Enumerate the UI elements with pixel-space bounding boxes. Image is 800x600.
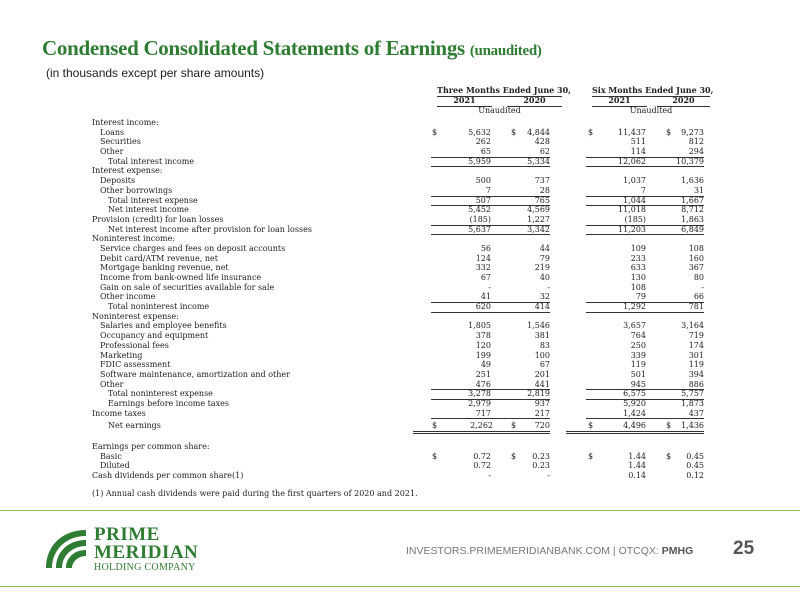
cell-value: 8,712 bbox=[681, 205, 704, 215]
currency-symbol: $ bbox=[511, 421, 517, 431]
page-subtitle: (in thousands except per share amounts) bbox=[46, 66, 265, 80]
cell-value: 201 bbox=[534, 369, 550, 379]
cell-value: 11,203 bbox=[586, 225, 646, 236]
currency-symbol: $ bbox=[432, 451, 438, 461]
cell-value: 250 bbox=[630, 340, 646, 350]
row-label: Marketing bbox=[100, 350, 143, 360]
cell-value: 7 bbox=[586, 186, 646, 197]
cell-value: 109 bbox=[630, 243, 646, 253]
cell-value: 0.12 bbox=[686, 471, 704, 481]
cell-value: 765 bbox=[490, 196, 550, 207]
table-row bbox=[92, 399, 712, 409]
cell-value: 120 bbox=[475, 340, 491, 350]
row-label: Mortgage banking revenue, net bbox=[100, 263, 229, 273]
cell-value: 1,037 bbox=[623, 176, 646, 186]
table-row bbox=[92, 273, 712, 283]
cell-value: 301 bbox=[688, 350, 704, 360]
row-label: Net earnings bbox=[108, 421, 161, 431]
currency-symbol: $ bbox=[511, 451, 517, 461]
cell-value: 737 bbox=[534, 176, 550, 186]
table-row bbox=[92, 351, 712, 361]
table-row bbox=[92, 432, 712, 442]
row-label: Interest expense: bbox=[92, 166, 163, 176]
table-row bbox=[92, 302, 712, 312]
table-row bbox=[92, 244, 712, 254]
title-suffix: (unaudited) bbox=[469, 43, 542, 59]
cell-value: 717 bbox=[431, 409, 491, 420]
cell-value: 3,657 bbox=[623, 321, 646, 331]
cell-value: 501 bbox=[630, 369, 646, 379]
cell-value: 199 bbox=[475, 350, 491, 360]
cell-value: 65 bbox=[431, 147, 491, 158]
cell-value: 5,757 bbox=[644, 389, 704, 400]
six-months-header: Six Months Ended June 30, bbox=[592, 85, 714, 95]
cell-value: 108 bbox=[630, 282, 646, 292]
currency-symbol: $ bbox=[588, 421, 594, 431]
row-label: Income taxes bbox=[92, 408, 146, 418]
table-row bbox=[92, 234, 712, 244]
cell-value: 11,018 bbox=[618, 205, 646, 215]
year-header-row bbox=[92, 96, 712, 106]
cell-value: 3,164 bbox=[681, 321, 704, 331]
row-label: Income from bank-owned life insurance bbox=[100, 273, 262, 282]
table-row bbox=[92, 321, 712, 331]
statement-rows bbox=[92, 118, 712, 481]
cell-value: 66 bbox=[644, 292, 704, 303]
table-row bbox=[92, 360, 712, 370]
row-label: Debit card/ATM revenue, net bbox=[100, 253, 218, 263]
cell-value: - bbox=[547, 282, 550, 292]
cell-value: 5,920 bbox=[623, 398, 646, 408]
row-label: Other income bbox=[100, 292, 156, 302]
year-header-3m-2021: 2021 bbox=[437, 96, 492, 107]
cell-value: 0.23 bbox=[532, 461, 550, 471]
cell-value: 332 bbox=[475, 263, 491, 273]
cell-value: 44 bbox=[539, 243, 550, 253]
cell-value: 124 bbox=[475, 253, 491, 263]
cell-value: 0.23 bbox=[532, 451, 550, 461]
row-label: Service charges and fees on deposit accounts bbox=[100, 243, 286, 253]
year-header-6m-2021: 2021 bbox=[592, 96, 647, 107]
currency-symbol: $ bbox=[588, 127, 594, 137]
cell-value: 0.72 bbox=[473, 451, 491, 461]
cell-value: 5,959 bbox=[431, 157, 491, 168]
row-label: Other borrowings bbox=[100, 185, 173, 195]
cell-value: 32 bbox=[490, 292, 550, 303]
ticker-symbol: PMHG bbox=[661, 545, 694, 557]
cell-value: 294 bbox=[644, 147, 704, 158]
currency-symbol: $ bbox=[432, 421, 438, 431]
cell-value: 31 bbox=[644, 186, 704, 197]
cell-value: 476 bbox=[431, 380, 491, 391]
row-label: Securities bbox=[100, 137, 141, 147]
cell-value: 11,437 bbox=[618, 127, 646, 137]
cell-value: 1,436 bbox=[644, 421, 704, 434]
cell-value: 10,379 bbox=[644, 157, 704, 168]
cell-value: 428 bbox=[534, 137, 550, 147]
row-label: Total noninterest income bbox=[108, 302, 210, 312]
table-row bbox=[92, 312, 712, 322]
earnings-statement-table bbox=[92, 86, 712, 481]
table-row bbox=[92, 461, 712, 471]
cell-value: 1,667 bbox=[644, 196, 704, 207]
unaudited-label-3m: Unaudited bbox=[478, 106, 521, 115]
cell-value: 174 bbox=[688, 340, 704, 350]
row-label: Earnings before income taxes bbox=[108, 398, 230, 408]
cell-value: 620 bbox=[431, 302, 491, 313]
year-header-3m-2020: 2020 bbox=[507, 96, 562, 107]
cell-value: 6,849 bbox=[644, 225, 704, 236]
cell-value: 394 bbox=[688, 369, 704, 379]
cell-value: - bbox=[701, 282, 704, 292]
ticker-label: OTCQX: bbox=[618, 545, 662, 557]
cell-value: 4,844 bbox=[527, 127, 550, 137]
table-row bbox=[92, 389, 712, 399]
cell-value: 1,424 bbox=[586, 409, 646, 420]
row-label: Basic bbox=[100, 451, 122, 461]
investor-site-link[interactable]: INVESTORS.PRIMEMERIDIANBANK.COM bbox=[406, 545, 611, 557]
cell-value: 812 bbox=[688, 137, 704, 147]
cell-value: 1.44 bbox=[628, 461, 646, 471]
cell-value: 441 bbox=[490, 380, 550, 391]
row-label: Other bbox=[100, 379, 124, 389]
cell-value: 2,819 bbox=[490, 389, 550, 400]
table-row bbox=[92, 215, 712, 225]
currency-symbol: $ bbox=[432, 127, 438, 137]
table-row bbox=[92, 442, 712, 452]
cell-value: 886 bbox=[644, 380, 704, 391]
cell-value: 1,636 bbox=[681, 176, 704, 186]
cell-value: 3,342 bbox=[490, 225, 550, 236]
table-row bbox=[92, 418, 712, 432]
table-row bbox=[92, 292, 712, 302]
cell-value: 262 bbox=[475, 137, 491, 147]
row-label: Noninterest expense: bbox=[92, 311, 179, 321]
table-row bbox=[92, 254, 712, 264]
cell-value: 9,273 bbox=[681, 127, 704, 137]
footer-divider-bottom bbox=[0, 586, 800, 587]
cell-value: 3,278 bbox=[431, 389, 491, 400]
cell-value: 1.44 bbox=[628, 451, 646, 461]
table-row bbox=[92, 263, 712, 273]
currency-symbol: $ bbox=[666, 451, 672, 461]
row-label: Interest income: bbox=[92, 118, 159, 127]
cell-value: 79 bbox=[539, 253, 550, 263]
cell-value: 160 bbox=[688, 253, 704, 263]
cell-value: 633 bbox=[630, 263, 646, 273]
page-number: 25 bbox=[733, 538, 755, 559]
row-label: FDIC assessment bbox=[100, 360, 171, 370]
cell-value: 339 bbox=[630, 350, 646, 360]
row-label: Earnings per common share: bbox=[92, 442, 210, 451]
table-row bbox=[92, 370, 712, 380]
row-label: Net interest income bbox=[108, 205, 189, 215]
cell-value: 217 bbox=[490, 409, 550, 420]
cell-value: 5,632 bbox=[468, 127, 491, 137]
cell-value: 1,292 bbox=[586, 302, 646, 313]
cell-value: (185) bbox=[586, 215, 646, 226]
cell-value: 79 bbox=[586, 292, 646, 303]
cell-value: 5,637 bbox=[431, 225, 491, 236]
unaudited-label-6m: Unaudited bbox=[629, 106, 673, 115]
table-row bbox=[92, 166, 712, 176]
cell-value: 1,805 bbox=[468, 321, 491, 331]
cell-value: 40 bbox=[539, 273, 550, 282]
cell-value: 12,062 bbox=[586, 157, 646, 168]
cell-value: 0.45 bbox=[686, 451, 704, 461]
currency-symbol: $ bbox=[588, 451, 594, 461]
row-label: Total interest expense bbox=[108, 195, 198, 205]
footer-separator: | bbox=[610, 545, 619, 557]
row-label: Deposits bbox=[100, 176, 136, 186]
row-label: Diluted bbox=[100, 461, 130, 471]
table-row bbox=[92, 380, 712, 390]
cell-value: 219 bbox=[534, 263, 550, 273]
cell-value: 6,575 bbox=[586, 389, 646, 400]
row-label: Other bbox=[100, 147, 124, 157]
cell-value: 0.14 bbox=[628, 471, 646, 481]
cell-value: 1,044 bbox=[586, 196, 646, 207]
row-label: Total noninterest expense bbox=[108, 389, 213, 399]
cell-value: 49 bbox=[480, 360, 491, 370]
row-label: Occupancy and equipment bbox=[100, 331, 209, 341]
row-label: Net interest income after provision for loan losses bbox=[108, 224, 312, 234]
cell-value: 62 bbox=[490, 147, 550, 158]
row-label: Loans bbox=[100, 127, 125, 137]
table-row bbox=[92, 409, 712, 419]
footer-divider-top bbox=[0, 510, 800, 511]
currency-symbol: $ bbox=[511, 127, 517, 137]
cell-value: - bbox=[488, 471, 491, 481]
brand-wordmark bbox=[94, 526, 198, 574]
currency-symbol: $ bbox=[666, 421, 672, 431]
cell-value: 119 bbox=[688, 360, 704, 370]
table-row bbox=[92, 157, 712, 167]
cell-value: 937 bbox=[534, 398, 550, 408]
cell-value: 2,979 bbox=[468, 398, 491, 408]
brand-line-3: HOLDING COMPANY bbox=[94, 562, 196, 573]
cell-value: 1,873 bbox=[681, 398, 704, 408]
cell-value: 1,863 bbox=[644, 215, 704, 226]
table-row bbox=[92, 147, 712, 157]
table-row bbox=[92, 128, 712, 138]
cell-value: 56 bbox=[480, 243, 491, 253]
cell-value: 367 bbox=[688, 263, 704, 273]
cell-value: 4,569 bbox=[527, 205, 550, 215]
cell-value: - bbox=[488, 282, 491, 292]
cell-value: 2,262 bbox=[413, 421, 493, 434]
cell-value: 67 bbox=[480, 273, 491, 282]
three-months-header: Three Months Ended June 30, bbox=[437, 85, 571, 95]
table-row bbox=[92, 331, 712, 341]
cell-value: 5,452 bbox=[468, 205, 491, 215]
table-row bbox=[92, 205, 712, 215]
table-row bbox=[92, 225, 712, 235]
row-label: Salaries and employee benefits bbox=[100, 321, 227, 331]
table-row bbox=[92, 118, 712, 128]
year-header-6m-2020: 2020 bbox=[657, 96, 710, 107]
cell-value: 781 bbox=[644, 302, 704, 313]
cell-value: 0.72 bbox=[473, 461, 491, 471]
cell-value: 119 bbox=[630, 360, 646, 370]
cell-value: 437 bbox=[644, 409, 704, 420]
row-label: Software maintenance, amortization and other bbox=[100, 369, 290, 379]
table-row bbox=[92, 341, 712, 351]
page-title bbox=[42, 36, 542, 61]
cell-value: 945 bbox=[586, 380, 646, 391]
table-row bbox=[92, 283, 712, 293]
cell-value: 414 bbox=[490, 302, 550, 313]
cell-value: 114 bbox=[586, 147, 646, 158]
cell-value: 511 bbox=[630, 137, 646, 147]
table-row bbox=[92, 196, 712, 206]
cell-value: 67 bbox=[539, 360, 550, 370]
cell-value: 108 bbox=[688, 243, 704, 253]
row-label: Noninterest income: bbox=[92, 234, 176, 244]
row-label: Professional fees bbox=[100, 340, 169, 350]
footer-info bbox=[406, 545, 693, 557]
table-row bbox=[92, 471, 712, 481]
table-row bbox=[92, 137, 712, 147]
table-row bbox=[92, 452, 712, 462]
currency-symbol: $ bbox=[666, 127, 672, 137]
cell-value: 233 bbox=[630, 253, 646, 263]
prime-meridian-logo-icon bbox=[40, 524, 90, 574]
row-label: Total interest income bbox=[108, 156, 195, 166]
row-label: Provision (credit) for loan losses bbox=[92, 214, 224, 224]
cell-value: 28 bbox=[490, 186, 550, 197]
cell-value: 720 bbox=[490, 421, 550, 434]
cell-value: 4,496 bbox=[566, 421, 646, 434]
footnote: (1) Annual cash dividends were paid during the first quarters of 2020 and 2021. bbox=[92, 489, 418, 498]
cell-value: 251 bbox=[475, 369, 491, 379]
cell-value: 130 bbox=[630, 273, 646, 282]
cell-value: - bbox=[547, 471, 550, 481]
brand-line-2: MERIDIAN bbox=[94, 542, 199, 563]
cell-value: 5,334 bbox=[490, 157, 550, 168]
cell-value: 83 bbox=[539, 340, 550, 350]
cell-value: 381 bbox=[534, 331, 550, 341]
cell-value: 719 bbox=[688, 331, 704, 341]
cell-value: 500 bbox=[475, 176, 491, 186]
cell-value: 41 bbox=[431, 292, 491, 303]
cell-value: 100 bbox=[534, 350, 550, 360]
cell-value: 80 bbox=[693, 273, 704, 282]
table-row bbox=[92, 176, 712, 186]
cell-value: 1,546 bbox=[527, 321, 550, 331]
unaudited-header-row bbox=[92, 106, 712, 118]
row-label: Gain on sale of securities available for sale bbox=[100, 282, 275, 292]
cell-value: 7 bbox=[431, 186, 491, 197]
table-row bbox=[92, 186, 712, 196]
brand-line-1: PRIME bbox=[94, 524, 160, 545]
cell-value: 1,227 bbox=[490, 215, 550, 226]
cell-value: 764 bbox=[630, 331, 646, 341]
row-label: Cash dividends per common share(1) bbox=[92, 471, 244, 481]
cell-value: 0.45 bbox=[686, 461, 704, 471]
cell-value: (185) bbox=[431, 215, 491, 226]
cell-value: 378 bbox=[475, 331, 491, 341]
title-main: Condensed Consolidated Statements of Earnings bbox=[42, 36, 465, 60]
cell-value: 507 bbox=[431, 196, 491, 207]
